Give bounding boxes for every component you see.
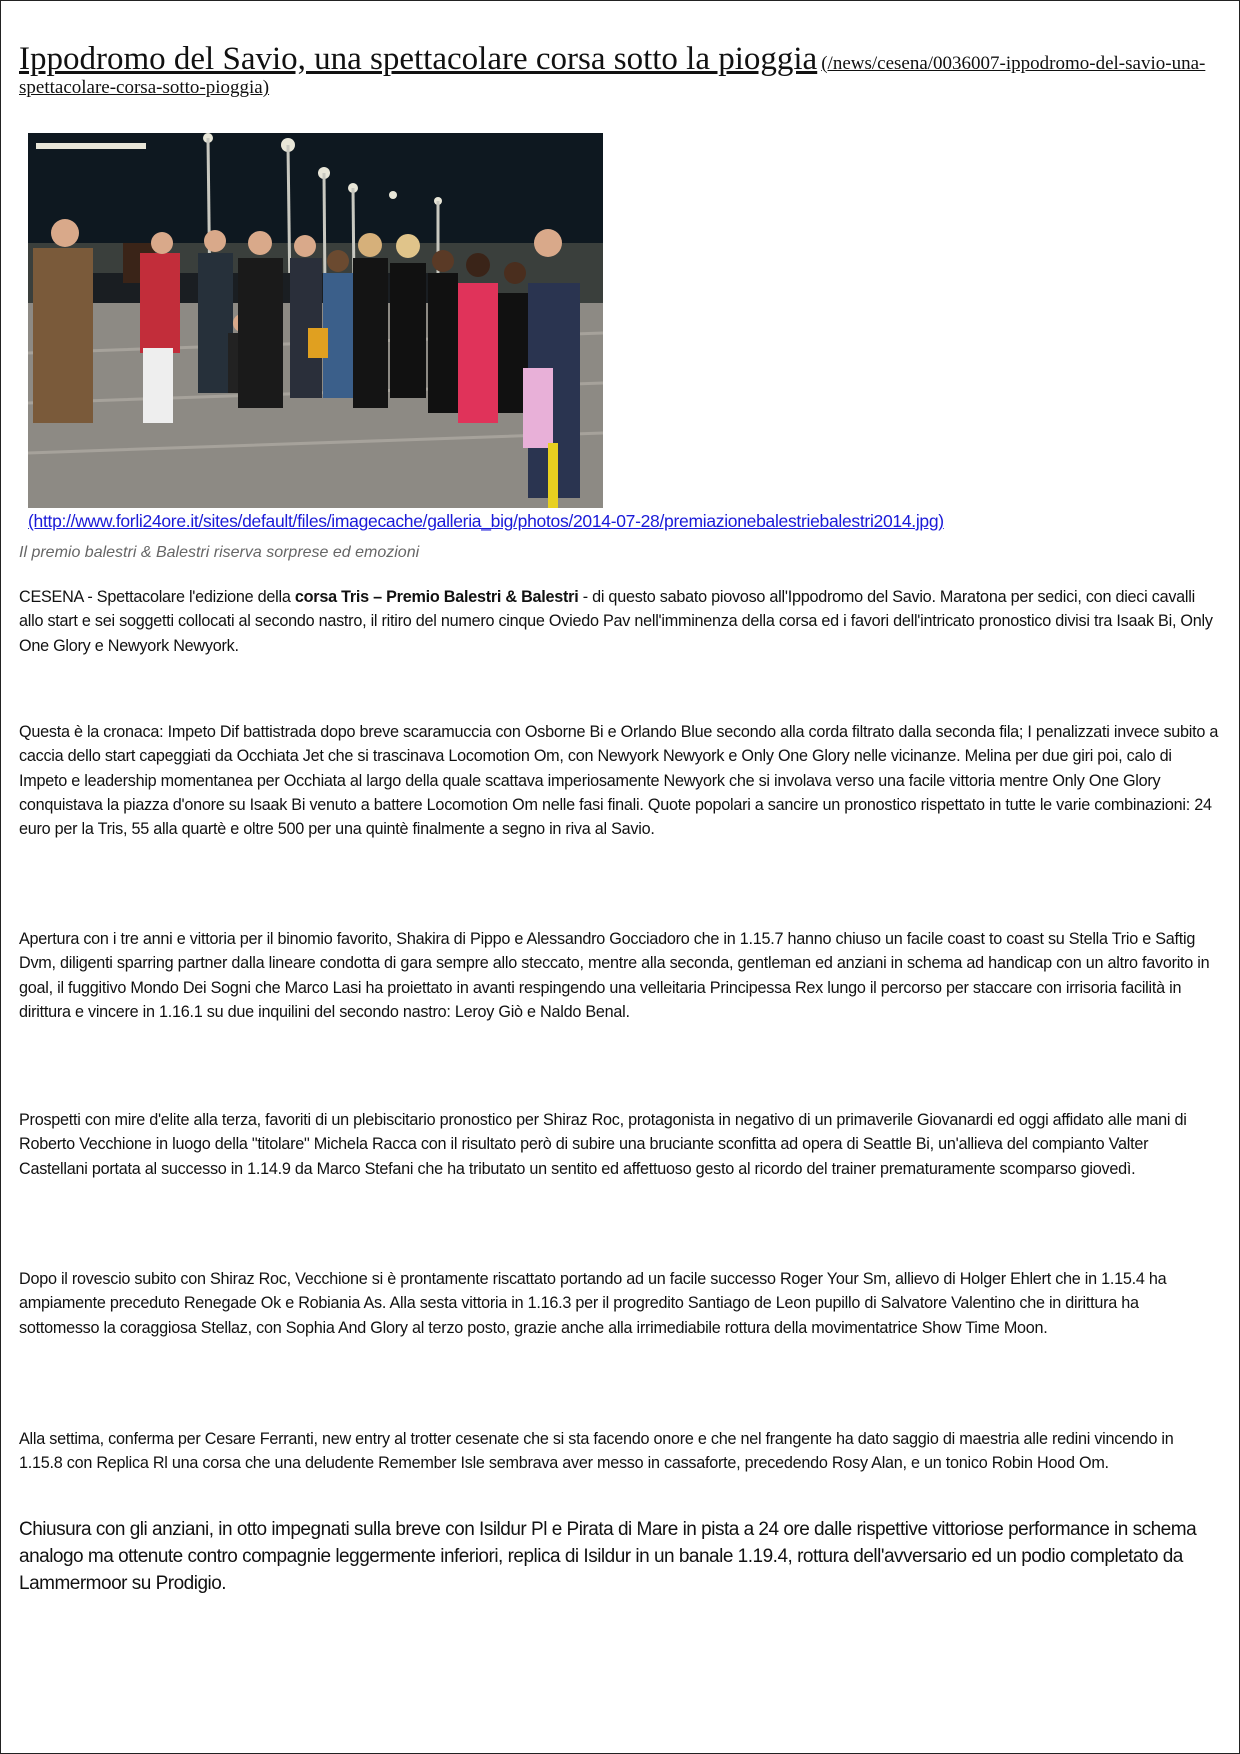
article-title: Ippodromo del Savio, una spettacolare corsa sotto la pioggia xyxy=(19,41,818,77)
paragraph-settima: Alla settima, conferma per Cesare Ferranti, new entry al trotter cesenate che si sta facendo onore e che nel frangente ha dato saggio di maestria alle redini vincendo in 1.15.8 con Replica Rl una corsa che una deludente Remember Isle sembrava aver messo in cassaforte, precedendo Rosy Alan, e un tonico Robin Hood Om. xyxy=(19,1430,1174,1473)
image-source-link[interactable]: (http://www.forli24ore.it/sites/default/files/imagecache/galleria_big/photos/2014-07-28/premiazionebalestriebalestri2014.jpg) xyxy=(28,511,944,531)
article-link[interactable]: (/news/cesena/0036007-ippodromo-del-savio-una-spettacolare-corsa-sotto-pioggia) xyxy=(19,53,1206,99)
paragraph-chiusura: Chiusura con gli anziani, in otto impegnati sulla breve con Isildur Pl e Pirata di Mare in pista a 24 ore dalle rispettive vittoriose performance in schema analogo ma ottenute contro compagnie leggermente inferiori, replica di Isildur in un banale 1.19.4, rottura dell'avversario ed un podio completato da Lammermoor su Prodigio. xyxy=(19,1519,1197,1594)
intro-text-end: - di questo sabato piovoso all'Ippodromo del Savio. Maratona per sedici, con dieci cavalli allo start e sei soggetti collocati al secondo nastro, il ritiro del numero cinque Oviedo Pav nell'imminenza della corsa ed i favori dell'intricato pronostico divisi tra Isaak Bi, Only One Glory e Newyork Newyork. xyxy=(19,588,1213,655)
photo-caption: Il premio balestri & Balestri riserva sorprese ed emozioni xyxy=(19,544,420,561)
award-ceremony-photo xyxy=(28,133,603,508)
intro-text-start: CESENA - Spettacolare l'edizione della xyxy=(19,588,295,606)
article-header xyxy=(19,41,1219,99)
paragraph-cronaca: Questa è la cronaca: Impeto Dif battistrada dopo breve scaramuccia con Osborne Bi e Orlando Blue secondo alla corda filtrato dalla seconda fila; I penalizzati invece subito a caccia dello start capeggiati da Occhiata Jet che si trascinava Locomotion Om, con Newyork Newyork e Only One Glory nelle vicinanze. Melina per due giri poi, calo di Impeto e leadership momentanea per Occhiata al largo della quale scattava imperiosamente Newyork che si involava verso una facile vittoria mentre Only One Glory conquistava la piazza d'onore su Isaak Bi venuto a battere Locomotion Om nelle fasi finali. Quote popolari a sancire un pronostico rispettato in tutte le varie combinazioni: 24 euro per la Tris, 55 alla quartè e oltre 500 per una quintè finalmente a segno in riva al Savio. xyxy=(19,723,1219,839)
photo-illustration xyxy=(28,133,603,508)
paragraph-rovescio: Dopo il rovescio subito con Shiraz Roc, Vecchione si è prontamente riscattato portando ad un facile successo Roger Your Sm, allievo di Holger Ehlert che in 1.15.4 ha ampiamente preceduto Renegade Ok e Robiania As. Alla sesta vittoria in 1.16.3 per il progredito Santiago de Leon pupillo di Salvatore Valentino che in dirittura ha sottomesso la coraggiosa Stellaz, con Sophia And Glory al terzo posto, grazie anche alla irrimediabile rottura della movimentatrice Show Time Moon. xyxy=(19,1270,1167,1337)
race-name: corsa Tris – Premio Balestri & Balestri xyxy=(294,588,579,606)
paragraph-intro xyxy=(19,585,1219,658)
paragraph-terza: Prospetti con mire d'elite alla terza, favoriti di un plebiscitario pronostico per Shiraz Roc, protagonista in negativo di un primaverile Giovanardi ed oggi affidato alle mani di Roberto Vecchione in luogo della "titolare" Michela Racca con il risultato però di subire una bruciante sconfitta ad opera di Seattle Bi, un'allieva del compianto Valter Castellani portata al successo in 1.14.9 da Marco Stefani che ha tributato un sentito ed affettuoso gesto al ricordo del trainer prematuramente scomparso giovedì. xyxy=(19,1111,1187,1178)
paragraph-apertura: Apertura con i tre anni e vittoria per il binomio favorito, Shakira di Pippo e Alessandro Gocciadoro che in 1.15.7 hanno chiuso un facile coast to coast su Stella Trio e Saftig Dvm, diligenti sparring partner dalla lineare condotta di gara sempre allo steccato, mentre alla seconda, gentleman ed anziani in schema ad handicap con un altro favorito in goal, il fuggitivo Mondo Dei Sogni che Marco Lasi ha proiettato in avanti respingendo una velleitaria Principessa Rex lungo il percorso per staccare con irrisoria facilità in dirittura e vincere in 1.16.1 su due inquilini del secondo nastro: Leroy Giò e Naldo Benal. xyxy=(19,930,1210,1021)
